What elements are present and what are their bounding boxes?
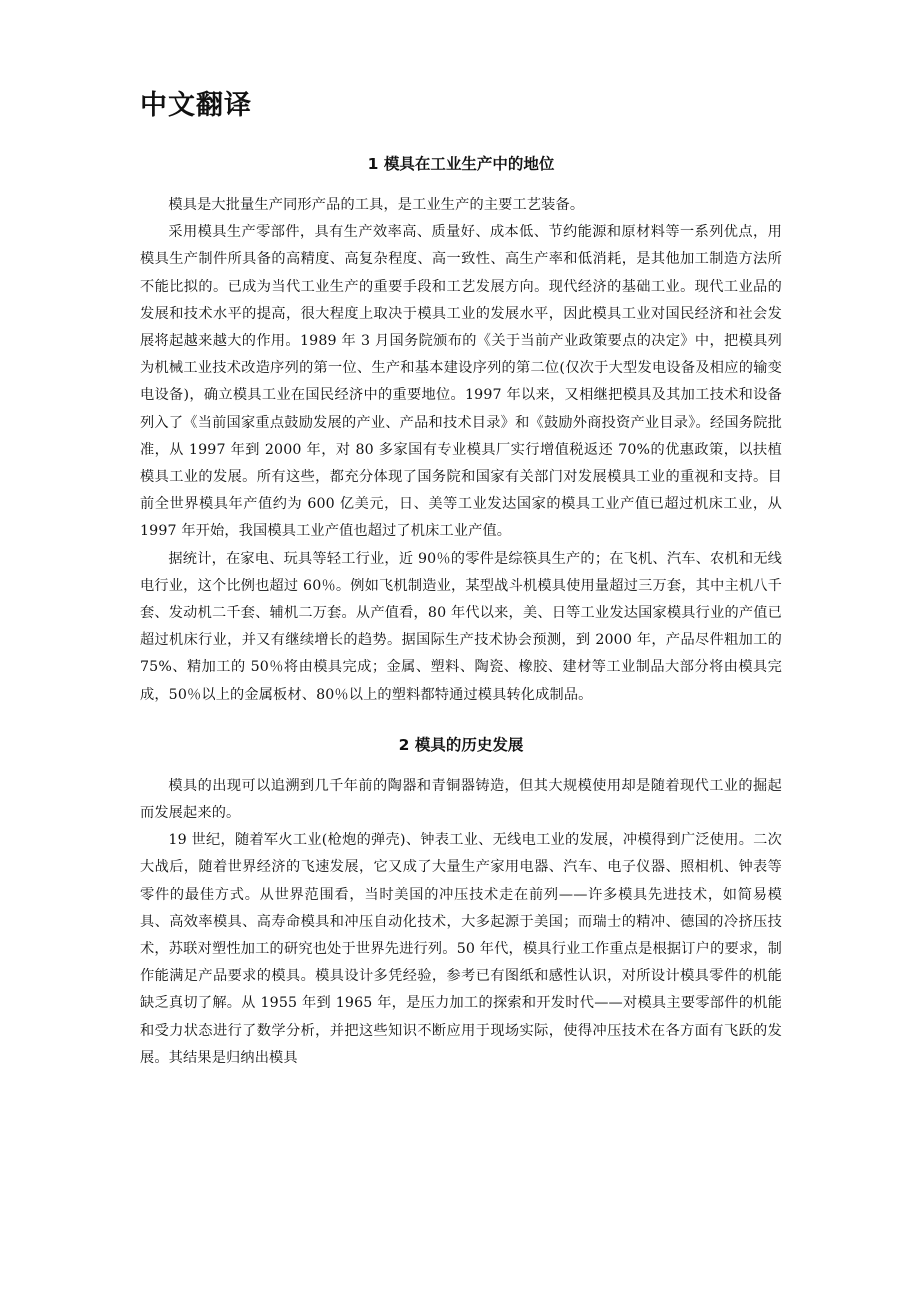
section-heading: 2 模具的历史发展 [398, 735, 524, 754]
paragraph: 模具的出现可以追溯到几千年前的陶器和青铜器铸造，但其大规模使用却是随着现代工业的掘起而发展起来的。 [140, 777, 782, 822]
section-2 [140, 731, 782, 1072]
document-title: 中文翻译 [140, 90, 252, 121]
paragraph: 采用模具生产零部件，具有生产效率高、质量好、成本低、节约能源和原材料等一系列优点，用模具生产制件所具备的高精度、高复杂程度、高一致性、高生产率和低消耗，是其他加工制造方法所不能比拟的。已成为当代工业生产的重要手段和工艺发展方向。现代经济的基础工业。现代工业品的发展和技术水平的提高，很大程度上取决于模具工业的发展水平，因此模具工业对国民经济和社会发展将起越来越大的作用。1989 年 3 月国务院颁布的《关于当前产业政策要点的决定》中，把模具列为机械工业技术改造序列的第一位、生产和基本建设序列的第二位(仅次于大型发电设备及相应的输变电设备)，确立模具工业在国民经济中的重要地位。1997 年以来，又相继把模具及其加工技术和设备列入了《当前国家重点鼓励发展的产业、产品和技术目录》和《鼓励外商投资产业目录》。经国务院批准，从 1997 年到 2000 年，对 80 多家国有专业模具厂实行增值税返还 70%的优惠政策，以扶植模具工业的发展。所有这些，都充分体现了国务院和国家有关部门对发展模具工业的重视和支持。目前全世界模具年产值约为 600 亿美元，日、美等工业发达国家的模具工业产值已超过机床工业，从 1997 年开始，我国模具工业产值也超过了机床工业产值。 [140, 224, 782, 540]
paragraph: 19 世纪，随着军火工业(枪炮的弹壳)、钟表工业、无线电工业的发展，冲模得到广泛使用。二次大战后，随着世界经济的飞速发展，它又成了大量生产家用电器、汽车、电子仪器、照相机、钟表等零件的最佳方式。从世界范围看，当时美国的冲压技术走在前列——许多模具先进技术，如简易模具、高效率模具、高寿命模具和冲压自动化技术，大多起源于美国；而瑞士的精冲、德国的冷挤压技术，苏联对塑性加工的研究也处于世界先进行列。50 年代，模具行业工作重点是根据订户的要求，制作能满足产品要求的模具。模具设计多凭经验，参考已有图纸和感性认识，对所设计模具零件的机能缺乏真切了解。从 1955 年到 1965 年，是压力加工的探索和开发时代——对模具主要零部件的机能和受力状态进行了数学分析，并把这些知识不断应用于现场实际，使得冲压技术在各方面有飞跃的发展。其结果是归纳出模具 [140, 832, 782, 1066]
paragraph: 据统计，在家电、玩具等轻工行业，近 90％的零件是综筷具生产的；在飞机、汽车、农机和无线电行业，这个比例也超过 60％。例如飞机制造业，某型战斗机模具使用量超过三万套，其中主机八千套、发动机二千套、辅机二万套。从产值看，80 年代以来，美、日等工业发达国家模具行业的产值已超过机床行业，并又有继续增长的趋势。据国际生产技术协会预测，到 2000 年，产品尽件粗加工的 75%、精加工的 50％将由模具完成；金属、塑料、陶瓷、橡胶、建材等工业制品大部分将由模具完成，50％以上的金属板材、80％以上的塑料都特通过模具转化成制品。 [140, 550, 782, 703]
section-1 [140, 150, 782, 709]
document-page [140, 84, 782, 1072]
paragraph: 模具是大批量生产同形产品的工具，是工业生产的主要工艺装备。 [168, 197, 585, 213]
section-heading: 1 模具在工业生产中的地位 [367, 155, 555, 173]
